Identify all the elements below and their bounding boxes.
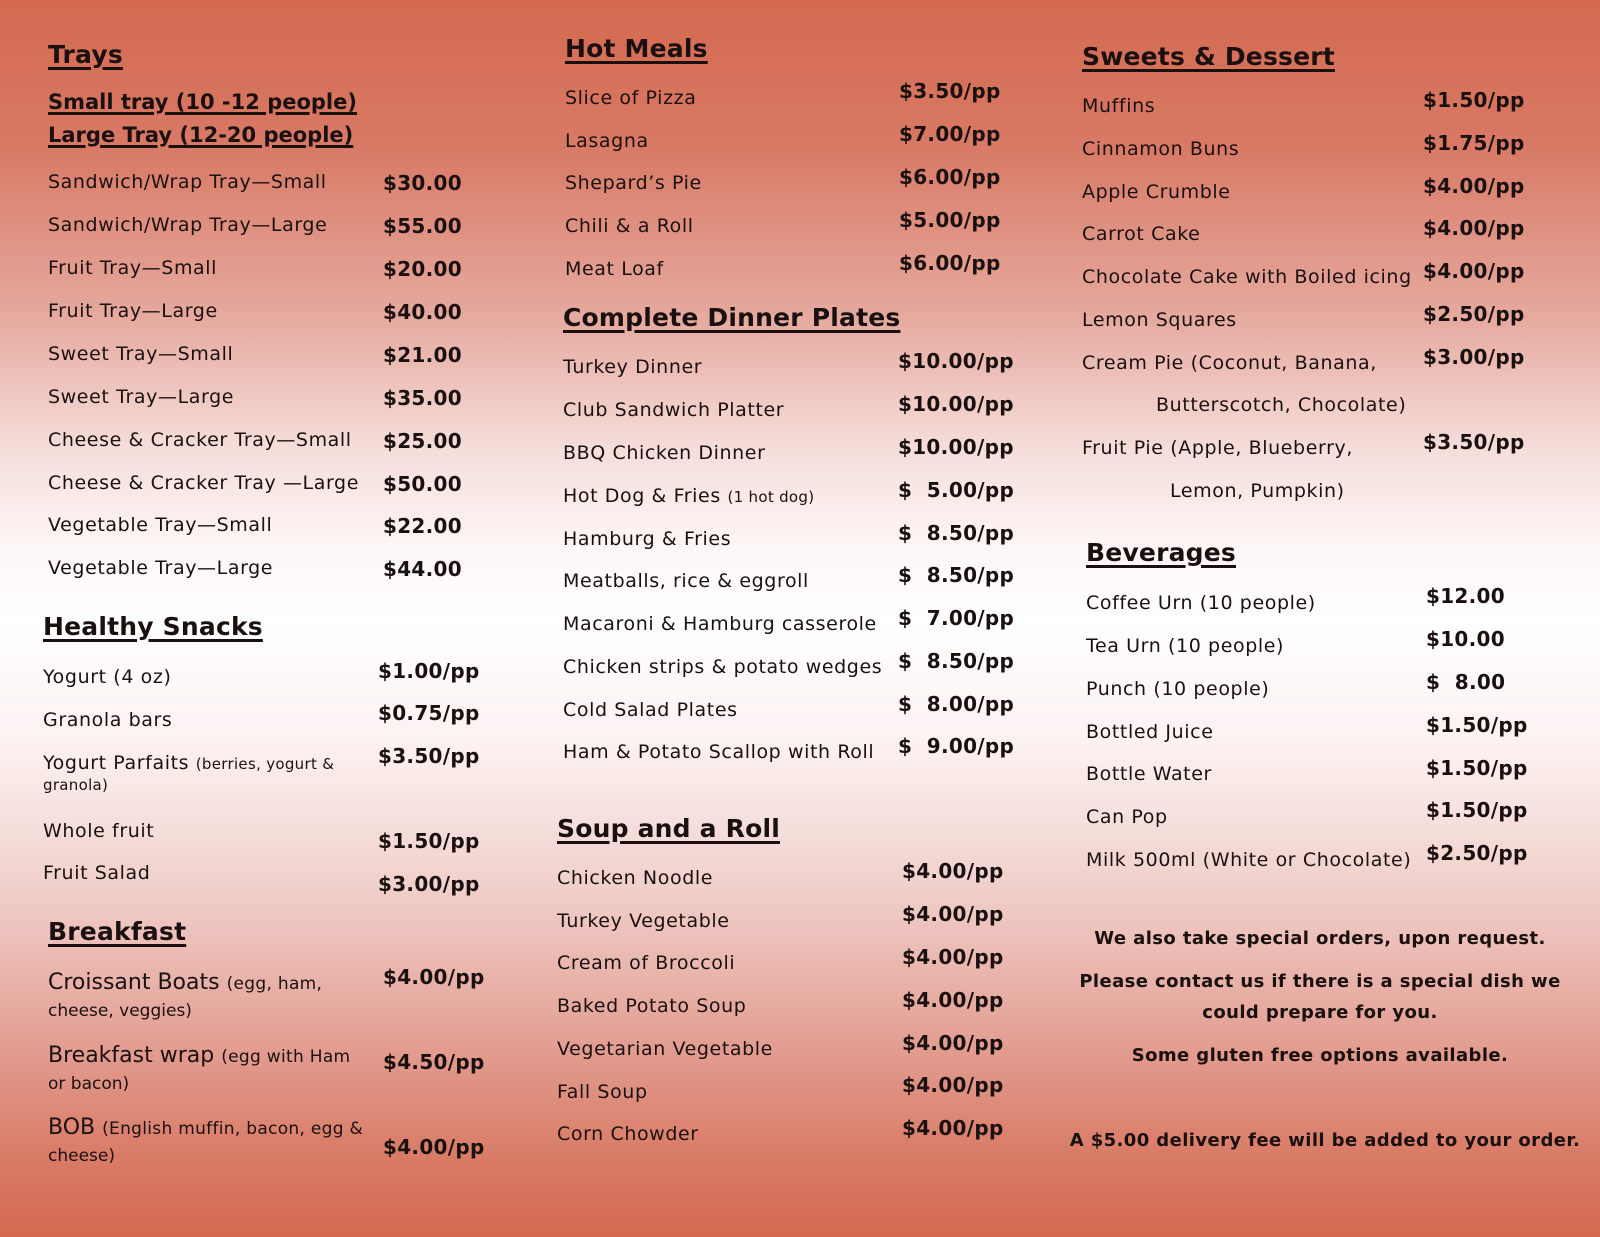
menu-item <box>48 1115 363 1166</box>
menu-item: Cheese & Cracker Tray —Large <box>48 472 360 494</box>
item-price: $ 8.00 <box>1426 670 1506 694</box>
section-title-trays: Trays <box>48 40 123 69</box>
tray-size-small-label: Small tray (10 -12 people) <box>48 90 357 114</box>
item-price: $4.00/pp <box>902 1116 1004 1140</box>
item-price: $6.00/pp <box>899 251 1001 275</box>
item-price: $44.00 <box>383 557 462 581</box>
item-price: $10.00/pp <box>898 392 1014 416</box>
item-price: $1.00/pp <box>378 659 480 683</box>
item-price: $21.00 <box>383 343 462 367</box>
menu-item: Muffins <box>1082 95 1156 117</box>
menu-item-continued: Butterscotch, Chocolate) <box>1156 394 1407 416</box>
menu-item <box>48 970 322 1021</box>
menu-item: Punch (10 people) <box>1086 678 1270 700</box>
item-price: $4.50/pp <box>383 1050 485 1074</box>
item-price: $4.00/pp <box>1423 259 1525 283</box>
section-title-sweets: Sweets & Dessert <box>1082 42 1335 71</box>
menu-item: Carrot Cake <box>1082 223 1201 245</box>
menu-item: Cream of Broccoli <box>557 952 736 974</box>
menu-item: BBQ Chicken Dinner <box>563 442 766 464</box>
menu-item: Meat Loaf <box>565 258 664 280</box>
item-detail: (egg with Ham <box>221 1047 351 1067</box>
menu-item: Macaroni & Hamburg casserole <box>563 613 877 635</box>
item-price: $10.00/pp <box>898 435 1014 459</box>
item-price: $50.00 <box>383 472 462 496</box>
menu-item: Cinnamon Buns <box>1082 138 1240 160</box>
item-price: $30.00 <box>383 171 462 195</box>
menu-item: Chicken Noodle <box>557 867 714 889</box>
item-price: $3.00/pp <box>378 872 480 896</box>
item-price: $4.00/pp <box>1423 216 1525 240</box>
item-detail-continued: granola) <box>43 776 109 794</box>
note-contact-line2: could prepare for you. <box>1202 1002 1438 1023</box>
menu-item: Bottle Water <box>1086 763 1212 785</box>
item-price: $55.00 <box>383 214 462 238</box>
menu-item: Meatballs, rice & eggroll <box>563 570 809 592</box>
item-price: $ 8.50/pp <box>898 563 1015 587</box>
menu-item: Chili & a Roll <box>565 215 694 237</box>
menu-item: Sandwich/Wrap Tray—Large <box>48 214 328 236</box>
note-special-orders: We also take special orders, upon request. <box>1094 928 1546 949</box>
item-price: $4.00/pp <box>1423 174 1525 198</box>
menu-item: Fruit Tray—Large <box>48 300 218 322</box>
menu-item: Milk 500ml (White or Chocolate) <box>1086 849 1412 871</box>
item-price: $10.00/pp <box>898 349 1014 373</box>
item-price: $4.00/pp <box>902 1073 1004 1097</box>
item-price: $4.00/pp <box>902 988 1004 1012</box>
item-price: $20.00 <box>383 257 462 281</box>
menu-item: Sweet Tray—Small <box>48 343 234 365</box>
item-price: $1.75/pp <box>1423 131 1525 155</box>
menu-item: Can Pop <box>1086 806 1168 828</box>
menu-item: Turkey Dinner <box>563 356 703 378</box>
section-title-healthy-snacks: Healthy Snacks <box>43 612 263 641</box>
menu-item: Club Sandwich Platter <box>563 399 785 421</box>
item-price: $1.50/pp <box>378 829 480 853</box>
item-price: $3.50/pp <box>378 744 480 768</box>
item-price: $25.00 <box>383 429 462 453</box>
item-price: $22.00 <box>383 514 462 538</box>
menu-item: Lemon Squares <box>1082 309 1237 331</box>
item-price: $4.00/pp <box>383 1135 485 1159</box>
item-price: $3.50/pp <box>1423 430 1525 454</box>
item-detail-continued: or bacon) <box>48 1074 130 1094</box>
item-detail-continued: cheese, veggies) <box>48 1001 192 1021</box>
menu-item: Whole fruit <box>43 820 155 842</box>
item-price: $4.00/pp <box>383 965 485 989</box>
menu-item: Sandwich/Wrap Tray—Small <box>48 171 327 193</box>
item-name: Breakfast wrap <box>48 1043 215 1068</box>
item-price: $3.50/pp <box>899 79 1001 103</box>
menu-item: Bottled Juice <box>1086 721 1214 743</box>
menu-item: Sweet Tray—Large <box>48 386 235 408</box>
menu-item: Lasagna <box>565 130 649 152</box>
menu-item: Chicken strips & potato wedges <box>563 656 883 678</box>
item-price: $ 9.00/pp <box>898 734 1015 758</box>
menu-item: Cream Pie (Coconut, Banana, <box>1082 352 1377 374</box>
item-price: $12.00 <box>1426 584 1505 608</box>
item-price: $ 8.00/pp <box>898 692 1015 716</box>
item-detail: (English muffin, bacon, egg & <box>102 1119 364 1139</box>
menu-item: Tea Urn (10 people) <box>1086 635 1285 657</box>
item-price: $4.00/pp <box>902 859 1004 883</box>
menu-item: Vegetable Tray—Large <box>48 557 274 579</box>
item-price: $40.00 <box>383 300 462 324</box>
item-name: BOB <box>48 1115 96 1140</box>
section-title-beverages: Beverages <box>1086 538 1236 567</box>
item-price: $3.00/pp <box>1423 345 1525 369</box>
item-price: $ 8.50/pp <box>898 649 1015 673</box>
menu-item: Coffee Urn (10 people) <box>1086 592 1316 614</box>
item-name: Hot Dog & Fries <box>563 485 721 507</box>
item-price: $4.00/pp <box>902 902 1004 926</box>
item-detail: (egg, ham, <box>226 974 323 994</box>
menu-item: Vegetable Tray—Small <box>48 514 273 536</box>
item-price: $ 7.00/pp <box>898 606 1015 630</box>
section-title-hot-meals: Hot Meals <box>565 34 708 63</box>
item-price: $2.50/pp <box>1426 841 1528 865</box>
menu-item: Turkey Vegetable <box>557 910 730 932</box>
section-title-breakfast: Breakfast <box>48 917 187 946</box>
item-price: $ 5.00/pp <box>898 478 1015 502</box>
note-contact-line1: Please contact us if there is a special dish we <box>1079 971 1561 992</box>
menu-item: Chocolate Cake with Boiled icing <box>1082 266 1412 288</box>
menu-item: Hamburg & Fries <box>563 528 732 550</box>
item-price: $4.00/pp <box>902 945 1004 969</box>
item-price: $1.50/pp <box>1426 756 1528 780</box>
section-title-soup: Soup and a Roll <box>557 814 780 843</box>
menu-item: Apple Crumble <box>1082 181 1231 203</box>
note-delivery-fee: A $5.00 delivery fee will be added to your order. <box>1069 1130 1581 1151</box>
section-title-dinner-plates: Complete Dinner Plates <box>563 303 901 332</box>
menu-item: Fall Soup <box>557 1081 648 1103</box>
item-detail: (berries, yogurt & <box>195 755 335 773</box>
item-price: $ 8.50/pp <box>898 521 1015 545</box>
menu-item: Cheese & Cracker Tray—Small <box>48 429 352 451</box>
item-price: $4.00/pp <box>902 1031 1004 1055</box>
menu-item <box>563 485 814 507</box>
menu-item: Fruit Salad <box>43 862 151 884</box>
menu-item: Cold Salad Plates <box>563 699 738 721</box>
menu-item: Shepard’s Pie <box>565 172 702 194</box>
menu-item: Vegetarian Vegetable <box>557 1038 773 1060</box>
menu-item: Baked Potato Soup <box>557 995 747 1017</box>
item-detail-continued: cheese) <box>48 1146 115 1166</box>
item-price: $7.00/pp <box>899 122 1001 146</box>
menu-item <box>48 1043 350 1094</box>
menu-item: Fruit Tray—Small <box>48 257 218 279</box>
item-price: $1.50/pp <box>1426 798 1528 822</box>
tray-size-large-label: Large Tray (12-20 people) <box>48 123 354 147</box>
note-gluten-free: Some gluten free options available. <box>1131 1045 1509 1066</box>
item-price: $1.50/pp <box>1426 713 1528 737</box>
item-price: $0.75/pp <box>378 701 480 725</box>
item-price: $5.00/pp <box>899 208 1001 232</box>
menu-item <box>43 752 334 794</box>
menu-item: Fruit Pie (Apple, Blueberry, <box>1082 437 1353 459</box>
menu-item: Corn Chowder <box>557 1123 699 1145</box>
menu-item: Granola bars <box>43 709 173 731</box>
item-detail: (1 hot dog) <box>727 488 815 506</box>
item-price: $10.00 <box>1426 627 1505 651</box>
item-price: $6.00/pp <box>899 165 1001 189</box>
menu-item-continued: Lemon, Pumpkin) <box>1170 480 1345 502</box>
item-price: $35.00 <box>383 386 462 410</box>
menu-item: Ham & Potato Scallop with Roll <box>563 741 875 763</box>
item-name: Yogurt Parfaits <box>43 752 190 774</box>
item-price: $1.50/pp <box>1423 88 1525 112</box>
menu-item: Yogurt (4 oz) <box>43 666 172 688</box>
menu-item: Slice of Pizza <box>565 87 697 109</box>
item-price: $2.50/pp <box>1423 302 1525 326</box>
item-name: Croissant Boats <box>48 970 220 995</box>
